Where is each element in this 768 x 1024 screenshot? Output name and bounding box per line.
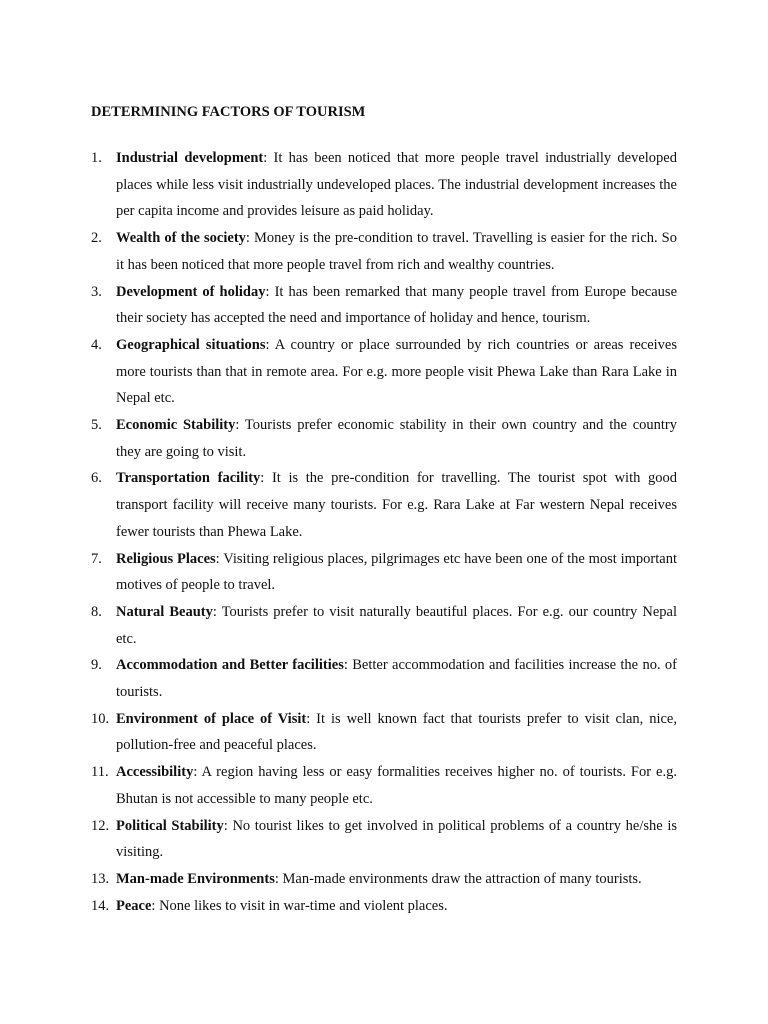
factor-item-2 — [91, 225, 677, 278]
factor-item-12 — [91, 813, 677, 866]
factor-description: : Better accommodation and facilities increase the no. of tourists. — [116, 657, 677, 701]
factor-description: : Tourists prefer to visit naturally beautiful places. For e.g. our country Nepal etc. — [116, 603, 677, 647]
factor-number: 4. — [91, 336, 102, 353]
factor-term: Religious Places — [116, 550, 216, 567]
factor-body — [116, 332, 677, 412]
factor-number: 7. — [91, 550, 102, 567]
factor-description: : It is well known fact that tourists prefer to visit clan, nice, pollution-free and peaceful places. — [116, 710, 677, 754]
factor-item-9 — [91, 652, 677, 705]
factor-body — [116, 145, 677, 225]
factor-term: Environment of place of Visit — [116, 710, 307, 727]
factor-item-7 — [91, 546, 677, 599]
factor-body — [116, 866, 677, 893]
factor-term: Political Stability — [116, 817, 224, 834]
document-heading: DETERMINING FACTORS OF TOURISM — [91, 104, 366, 120]
factor-description: : It has been remarked that many people travel from Europe because their society has accepted the need and importance of holiday and hence, tourism. — [116, 283, 678, 327]
factor-item-13 — [91, 866, 677, 893]
factor-term: Natural Beauty — [116, 603, 213, 620]
factor-item-10 — [91, 706, 677, 759]
factor-description: : None likes to visit in war-time and violent places. — [151, 897, 448, 914]
factor-term: Geographical situations — [116, 336, 266, 353]
factor-term: Economic Stability — [116, 417, 236, 434]
factor-number: 14. — [91, 897, 110, 914]
factor-number: 2. — [91, 230, 102, 247]
factor-term: Man-made Environments — [116, 870, 275, 887]
factor-term: Peace — [116, 897, 152, 914]
factor-list — [91, 145, 677, 919]
factor-term: Industrial development — [116, 150, 264, 166]
factor-description: : A region having less or easy formalities receives higher no. of tourists. For e.g. Bhutan is not accessible to many people etc. — [116, 764, 677, 807]
factor-body — [116, 279, 677, 332]
factor-body — [116, 225, 677, 278]
factor-body — [116, 546, 677, 599]
factor-item-4 — [91, 332, 677, 412]
factor-item-8 — [91, 599, 677, 652]
factor-body — [116, 599, 677, 652]
factor-item-11 — [91, 759, 677, 812]
factor-description: : A country or place surrounded by rich countries or areas receives more tourists than that in remote area. For e.g. more people visit Phewa Lake than Rara Lake in Nepal etc. — [116, 336, 677, 407]
factor-body — [116, 465, 677, 545]
factor-number: 12. — [91, 817, 110, 834]
factor-item-5 — [91, 412, 677, 465]
factor-body — [116, 759, 677, 812]
factor-body — [116, 652, 677, 705]
factor-number: 3. — [91, 283, 102, 300]
factor-description: : Tourists prefer economic stability in their own country and the country they are going to visit. — [116, 417, 677, 460]
factor-description: : It has been noticed that more people travel industrially developed places while less visit industrially undeveloped places. The industrial development increases the per capita income and provides leisure as paid holiday. — [116, 150, 677, 220]
factor-item-14 — [91, 893, 677, 920]
factor-number: 6. — [91, 470, 102, 487]
factor-term: Transportation facility — [116, 470, 261, 487]
factor-number: 5. — [91, 417, 102, 434]
factor-description: : Money is the pre-condition to travel. Travelling is easier for the rich. So it has been noticed that more people travel from rich and wealthy countries. — [116, 230, 677, 273]
factor-description: : No tourist likes to get involved in political problems of a country he/she is visiting. — [116, 817, 678, 861]
factor-number: 9. — [91, 657, 102, 674]
factor-item-3 — [91, 279, 677, 332]
factor-number: 1. — [91, 150, 102, 166]
factor-body — [116, 893, 677, 920]
factor-number: 10. — [91, 710, 110, 727]
factor-item-1 — [91, 145, 677, 225]
factor-number: 11. — [91, 764, 109, 781]
factor-body — [116, 813, 677, 866]
factor-term: Accessibility — [116, 764, 194, 781]
factor-term: Accommodation and Better facilities — [116, 657, 344, 674]
factor-number: 13. — [91, 870, 110, 887]
factor-number: 8. — [91, 603, 102, 620]
factor-description: : Visiting religious places, pilgrimages etc have been one of the most important motives of people to travel. — [116, 550, 677, 594]
factor-body — [116, 412, 677, 465]
factor-description: : Man-made environments draw the attraction of many tourists. — [274, 870, 642, 887]
factor-item-6 — [91, 465, 677, 545]
factor-term: Wealth of the society — [116, 230, 246, 247]
factor-description: : It is the pre-condition for travelling. The tourist spot with good transport facility will receive many tourists. For e.g. Rara Lake at Far western Nepal receives fewer tourists than Phewa Lake. — [116, 470, 677, 540]
factor-term: Development of holiday — [116, 283, 266, 300]
factor-body — [116, 706, 677, 759]
